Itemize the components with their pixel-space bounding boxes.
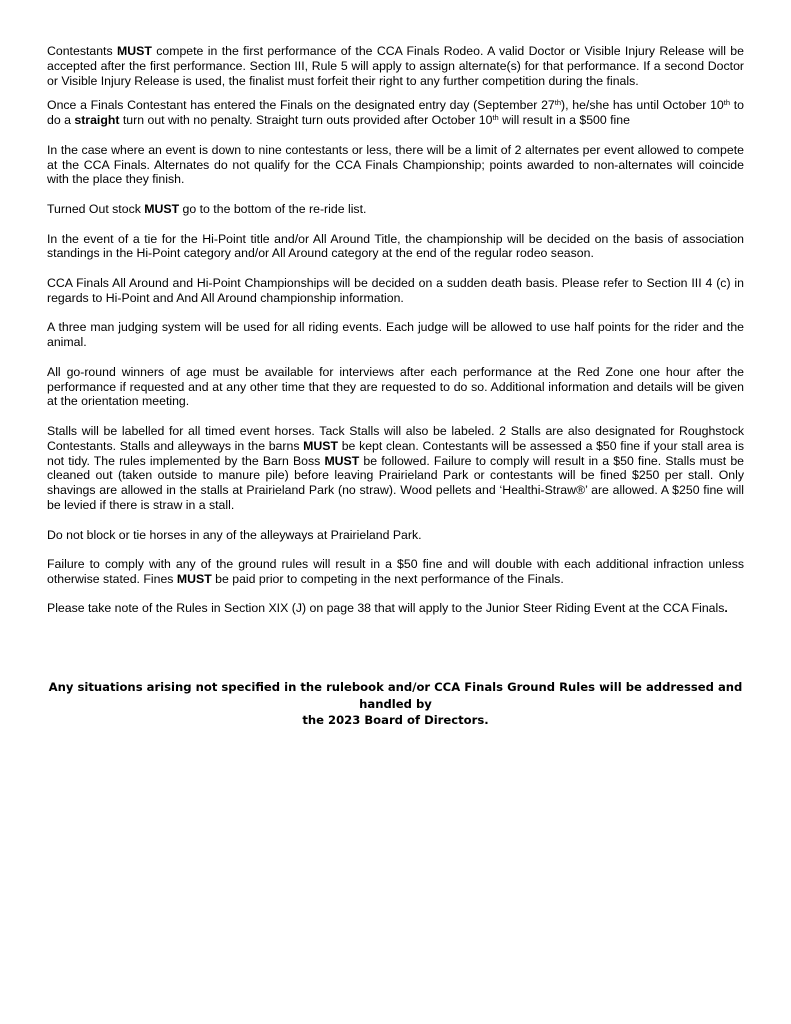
closing-line-1: Any situations arising not specified in the rulebook and/or CCA Finals Ground Rules will be addressed and handled by	[48, 680, 743, 711]
ground-rules-body	[47, 44, 744, 631]
closing-statement	[47, 679, 744, 729]
text-run: Once a Finals Contestant has entered the Finals on the designated entry day (September 27	[47, 98, 555, 113]
paragraph-alleyways	[47, 528, 744, 543]
text-run: In the case where an event is down to nine contestants or less, there will be a limit of 2 alternates per event allowed to compete at the CCA Finals. Alternates do not qualify for the CCA Finals Championship; points awarded to non-alternates will coincide with the place they finish.	[47, 142, 744, 187]
text-run: Contestants	[47, 44, 117, 58]
paragraph-turn-out	[47, 98, 744, 128]
text-run: to do a	[47, 98, 744, 128]
text-run: Turned Out stock	[47, 201, 145, 216]
superscript-ordinal: th	[492, 113, 499, 123]
text-run: Do not block or tie horses in any of the alleyways at Prairieland Park.	[47, 527, 422, 542]
superscript-ordinal: th	[723, 98, 731, 108]
paragraph-ground-rules	[47, 557, 744, 587]
text-run: A three man judging system will be used for all riding events. Each judge will be allowed to use half points for the rider and the animal.	[47, 320, 744, 350]
paragraph-stalls	[47, 424, 744, 513]
text-run: be paid prior to competing in the next performance of the Finals.	[211, 571, 564, 586]
text-run: go to the bottom of the re-ride list.	[179, 201, 367, 216]
text-run: In the event of a tie for the Hi-Point title and/or All Around Title, the championship will be decided on the basis of association standings in the Hi-Point category and/or All Around category at the end of the regular rodeo season.	[47, 231, 744, 261]
paragraph-judging	[47, 320, 744, 350]
bold-emphasis: MUST	[117, 44, 152, 58]
text-run: turn out with no penalty. Straight turn outs provided after October 10	[119, 113, 493, 128]
text-run: ), he/she has until October 10	[561, 98, 724, 113]
paragraph-first-performance	[47, 44, 744, 88]
text-run: Failure to comply with any of the ground rules will result in a $50 fine and will double with each additional infraction unless otherwise stated. Fines	[47, 557, 744, 586]
paragraph-turned-out-stock	[47, 202, 744, 217]
text-run: will result in a $500 fine	[498, 113, 630, 128]
text-run: be followed. Failure to comply will result in a $50 fine. Stalls must be cleaned out (taken outside to manure pile) before leaving Prairieland Park or contestants will be fined $250 per stall. Only shavings are allowed in the stalls at Prairieland Park (no straw). Wood pellets and ‘Healthi-Straw®’ are allowed. A $250 fine will be levied if there is straw in a stall.	[47, 453, 744, 512]
text-run: Stalls will be labelled for all timed event horses. Tack Stalls will also be labeled. 2 Stalls are also designated for Roughstock Contestants. Stalls and alleyways in the barns	[47, 423, 744, 453]
paragraph-sudden-death	[47, 276, 744, 306]
paragraph-interviews	[47, 365, 744, 409]
paragraph-alternates	[47, 143, 744, 187]
paragraph-junior-steer	[47, 601, 744, 616]
bold-emphasis: MUST	[324, 453, 360, 468]
text-run: be kept clean. Contestants will be assessed a $50 fine if your stall area is not tidy. The rules implemented by the Barn Boss	[47, 438, 744, 468]
text-run: CCA Finals All Around and Hi-Point Championships will be decided on a sudden death basis. Please refer to Section III 4 (c) in regards to Hi-Point and And All Around championship information.	[47, 275, 744, 305]
bold-emphasis: .	[724, 601, 728, 616]
text-run: Please take note of the Rules in Section XIX (J) on page 38 that will apply to the Junior Steer Riding Event at the CCA Finals	[47, 601, 725, 616]
superscript-ordinal: th	[554, 98, 562, 108]
text-run: compete in the first performance of the CCA Finals Rodeo. A valid Doctor or Visible Injury Release will be accepted after the first performance. Section III, Rule 5 will apply to assign alternate(s) for that performance. If a second Doctor or Visible Injury Release is used, the finalist must forfeit their right to any further competition during the finals.	[47, 44, 744, 88]
bold-emphasis: MUST	[176, 571, 212, 586]
bold-emphasis: MUST	[303, 438, 339, 453]
closing-line-2: the 2023 Board of Directors.	[302, 713, 489, 727]
bold-emphasis: MUST	[144, 201, 180, 216]
bold-emphasis: straight	[74, 113, 120, 128]
text-run: All go-round winners of age must be available for interviews after each performance at the Red Zone one hour after the performance if requested and at any other time that they are requested to do so. Additional information and details will be given at the orientation meeting.	[47, 364, 744, 409]
paragraph-tie	[47, 232, 744, 262]
